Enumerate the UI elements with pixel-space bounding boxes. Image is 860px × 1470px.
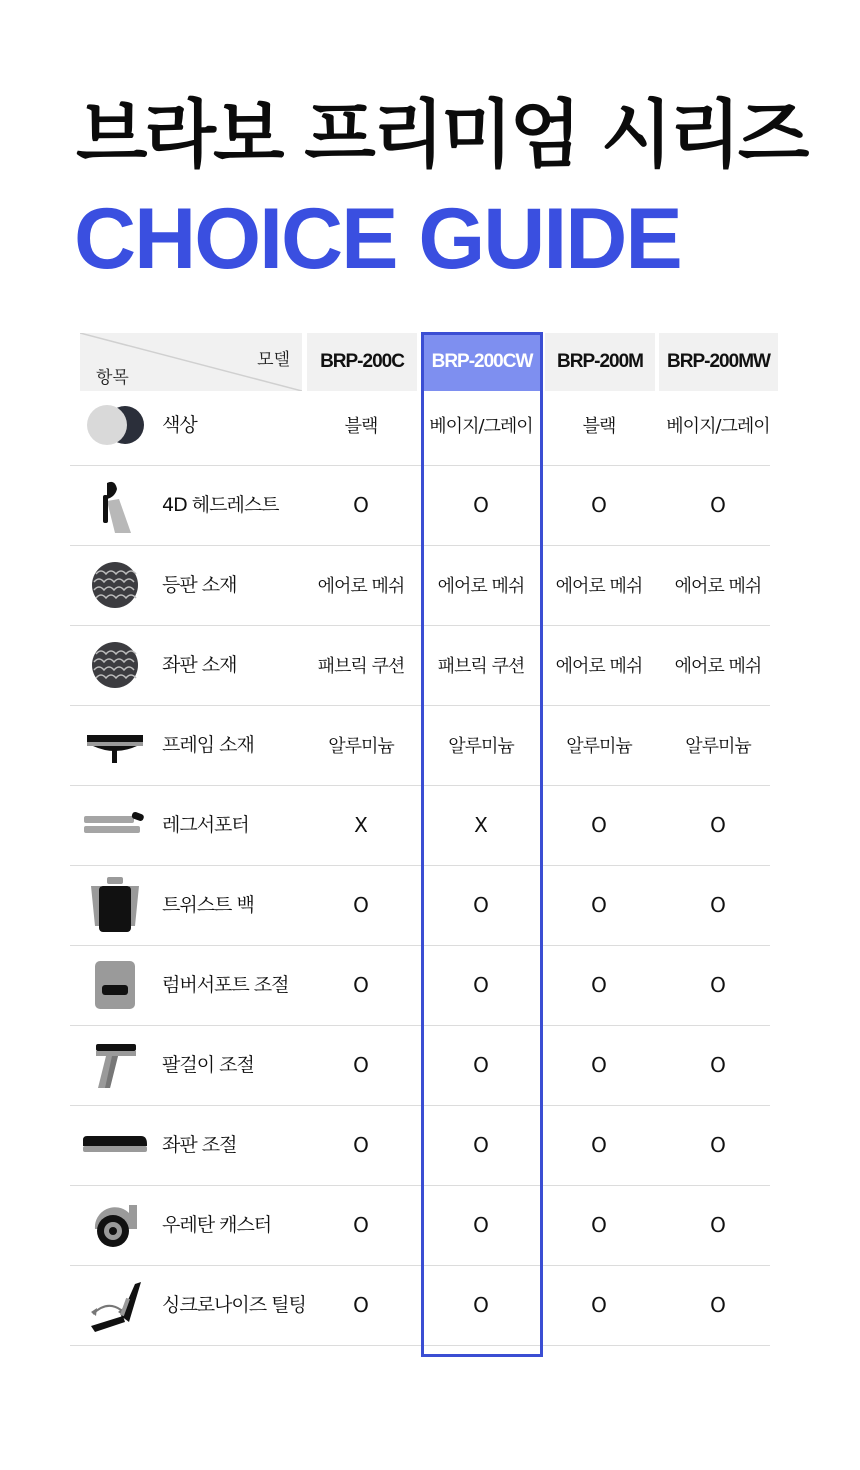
cell-value: 베이지/그레이	[666, 416, 770, 437]
cell-value: O	[353, 973, 369, 997]
cell-value: O	[591, 813, 607, 837]
cell-value: 에어로 메쉬	[437, 576, 525, 597]
cell-value: 패브릭 쿠션	[317, 656, 405, 677]
model-header-brp-200mw: BRP-200MW	[659, 333, 778, 391]
table-row	[70, 625, 770, 706]
lumbar-support-icon	[78, 959, 152, 1011]
seat-cushion-icon	[78, 1119, 152, 1171]
cell-value: X	[474, 813, 488, 837]
tilting-icon	[78, 1279, 152, 1331]
row-label: 4D 헤드레스트	[162, 494, 279, 516]
cell-value: O	[353, 1293, 369, 1317]
cell-value: 알루미늄	[328, 736, 394, 757]
table-row	[70, 1265, 770, 1346]
cell-value: O	[591, 893, 607, 917]
model-header-brp-200cw: BRP-200CW	[424, 333, 540, 391]
cell-value: O	[473, 1293, 489, 1317]
table-row	[70, 465, 770, 546]
row-label: 싱크로나이즈 틸팅	[162, 1294, 306, 1316]
cell-value: 에어로 메쉬	[674, 656, 762, 677]
row-label: 트위스트 백	[162, 894, 254, 916]
table-corner-header	[80, 333, 302, 391]
cell-value: 알루미늄	[685, 736, 751, 757]
row-label: 좌판 소재	[162, 654, 237, 676]
cell-value: X	[354, 813, 368, 837]
leg-support-icon	[78, 799, 152, 851]
corner-item-label: 항목	[96, 368, 129, 388]
cell-value: O	[710, 973, 726, 997]
cell-value: O	[473, 893, 489, 917]
color-swatch-icon	[78, 399, 152, 451]
table-row	[70, 385, 770, 466]
cell-value: 패브릭 쿠션	[437, 656, 525, 677]
model-header-brp-200c: BRP-200C	[307, 333, 417, 391]
frame-icon	[78, 719, 152, 771]
table-row	[70, 865, 770, 946]
cell-value: O	[353, 493, 369, 517]
headrest-icon	[78, 479, 152, 531]
cell-value: O	[353, 893, 369, 917]
cell-value: 에어로 메쉬	[674, 576, 762, 597]
cell-value: 에어로 메쉬	[317, 576, 405, 597]
row-label: 레그서포터	[162, 814, 249, 836]
table-row	[70, 1105, 770, 1186]
cell-value: O	[591, 1213, 607, 1237]
armrest-icon	[78, 1039, 152, 1091]
mesh-texture-icon	[78, 559, 152, 611]
cell-value: O	[353, 1053, 369, 1077]
cell-value: 베이지/그레이	[429, 416, 533, 437]
cell-value: O	[591, 1053, 607, 1077]
cell-value: O	[591, 1293, 607, 1317]
cell-value: 알루미늄	[448, 736, 514, 757]
cell-value: O	[710, 1213, 726, 1237]
cell-value: O	[710, 813, 726, 837]
table-row	[70, 705, 770, 786]
cell-value: O	[353, 1213, 369, 1237]
row-label: 색상	[162, 414, 197, 436]
table-row	[70, 1185, 770, 1266]
row-label: 좌판 조절	[162, 1134, 237, 1156]
cell-value: O	[473, 493, 489, 517]
page-title-korean: 브라보 프리미엄 시리즈	[76, 92, 807, 178]
cell-value: O	[473, 1053, 489, 1077]
model-header-brp-200m: BRP-200M	[545, 333, 655, 391]
cell-value: O	[591, 1133, 607, 1157]
row-label: 팔걸이 조절	[162, 1054, 254, 1076]
row-label: 럼버서포트 조절	[162, 974, 289, 996]
cell-value: O	[710, 1293, 726, 1317]
cell-value: O	[473, 1133, 489, 1157]
twist-back-icon	[78, 879, 152, 931]
cell-value: 블랙	[582, 416, 616, 437]
cell-value: O	[710, 1053, 726, 1077]
cell-value: O	[473, 1213, 489, 1237]
cell-value: O	[353, 1133, 369, 1157]
table-row	[70, 545, 770, 626]
cell-value: O	[710, 1133, 726, 1157]
table-row	[70, 945, 770, 1026]
cell-value: 알루미늄	[566, 736, 632, 757]
cell-value: O	[710, 893, 726, 917]
mesh-texture-icon	[78, 639, 152, 691]
cell-value: 에어로 메쉬	[555, 656, 643, 677]
page-title-english: CHOICE GUIDE	[74, 191, 681, 287]
cell-value: O	[473, 973, 489, 997]
corner-model-label: 모델	[257, 350, 290, 370]
cell-value: O	[591, 493, 607, 517]
caster-wheel-icon	[78, 1199, 152, 1251]
row-label: 프레임 소재	[162, 734, 254, 756]
cell-value: O	[591, 973, 607, 997]
table-row	[70, 785, 770, 866]
row-label: 우레탄 캐스터	[162, 1214, 272, 1236]
cell-value: O	[710, 493, 726, 517]
row-label: 등판 소재	[162, 574, 237, 596]
cell-value: 블랙	[344, 416, 378, 437]
cell-value: 에어로 메쉬	[555, 576, 643, 597]
table-row	[70, 1025, 770, 1106]
